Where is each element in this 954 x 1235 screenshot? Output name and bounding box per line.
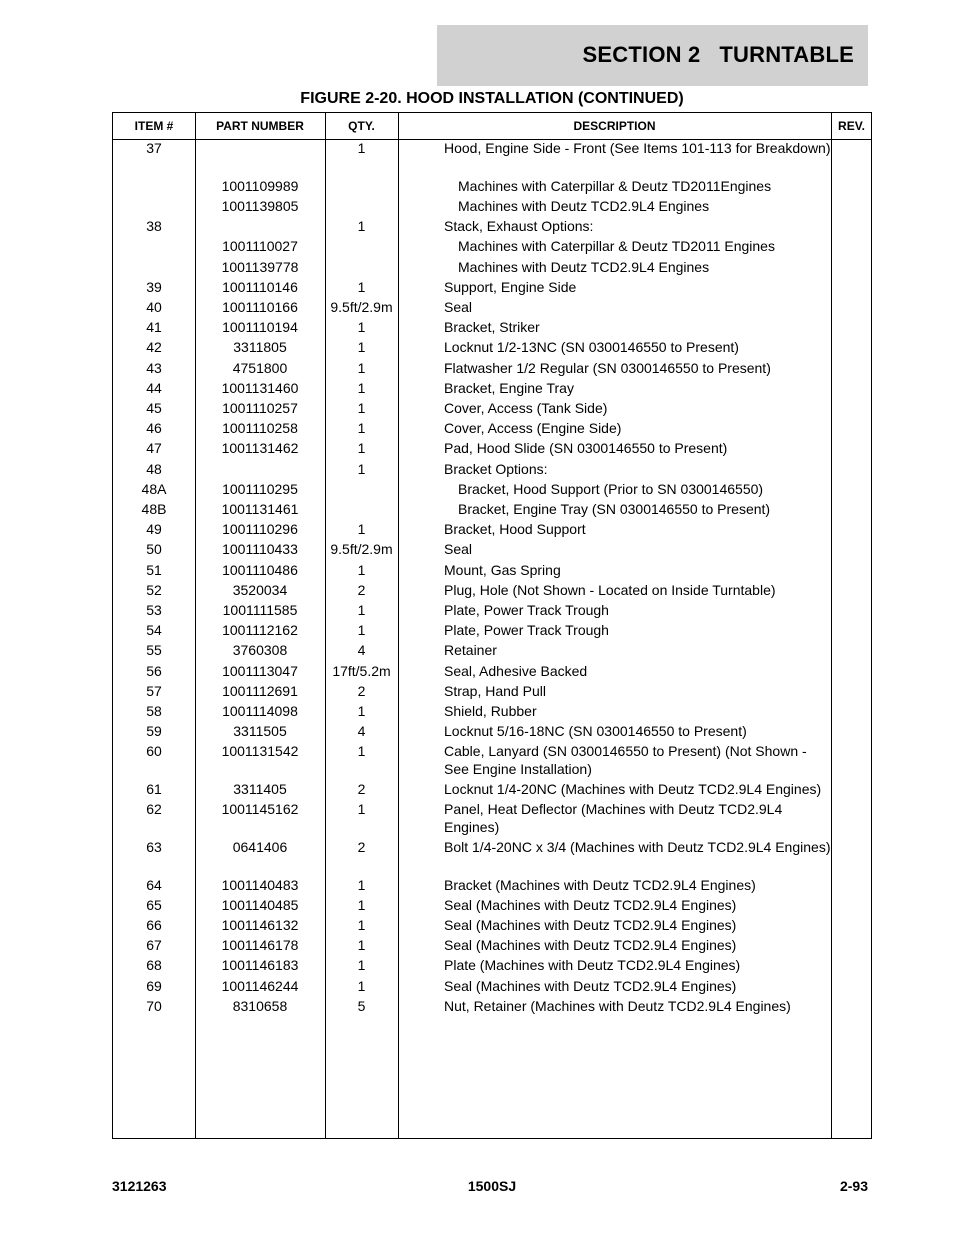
part-number-cell: 8310658 <box>232 997 288 1014</box>
section-title: SECTION 2 TURNTABLE <box>582 42 854 67</box>
description-cell: Cover, Access (Tank Side) <box>444 399 608 416</box>
part-number-cell: 3311405 <box>233 781 287 797</box>
part-number-cell: 1001110257 <box>222 399 298 416</box>
description-cell: Panel, Heat Deflector (Machines with Deutz TCD2.9L4 Engines) <box>444 801 783 835</box>
description-cell: Strap, Hand Pull <box>444 682 546 699</box>
qty-cell: 1 <box>357 561 366 578</box>
qty-cell: 1 <box>357 622 366 639</box>
description-cell: Bracket, Striker <box>444 319 540 336</box>
qty-cell: 1 <box>357 896 366 913</box>
part-number-cell: 1001110194 <box>222 319 298 336</box>
description-cell: Plate, Power Track Trough <box>444 601 609 618</box>
item-cell: 46 <box>146 420 162 437</box>
column-header-item: ITEM # <box>134 119 174 133</box>
item-cell: 48A <box>141 480 167 497</box>
part-number-cell: 1001146183 <box>221 957 299 974</box>
item-cell: 56 <box>146 662 162 679</box>
part-number-cell: 1001139778 <box>221 258 299 275</box>
description-cell: Machines with Deutz TCD2.9L4 Engines <box>458 197 710 214</box>
description-cell: Bolt 1/4-20NC x 3/4 (Machines with Deutz TCD2.9L4 Engines) <box>444 838 831 855</box>
column-header-rev: REV. <box>838 119 865 133</box>
description-cell: Retainer <box>444 642 497 659</box>
description-cell: Seal (Machines with Deutz TCD2.9L4 Engines) <box>444 977 737 994</box>
qty-cell: 1 <box>357 460 366 477</box>
description-cell: Plate (Machines with Deutz TCD2.9L4 Engines) <box>444 957 741 974</box>
qty-cell: 2 <box>357 581 366 598</box>
item-cell: 64 <box>146 876 162 893</box>
item-cell: 61 <box>146 781 162 797</box>
part-number-cell: 1001145162 <box>221 801 299 818</box>
item-cell: 47 <box>146 440 162 457</box>
item-cell: 43 <box>146 359 162 376</box>
qty-cell: 9.5ft/2.9m <box>330 298 393 315</box>
item-cell: 37 <box>146 140 162 156</box>
item-cell: 45 <box>146 399 162 416</box>
description-cell: Nut, Retainer (Machines with Deutz TCD2.9L4 Engines) <box>444 997 791 1014</box>
description-cell: Bracket, Hood Support <box>444 521 586 538</box>
item-cell: 51 <box>146 561 162 578</box>
part-number-cell: 1001110258 <box>222 420 298 437</box>
part-number-cell: 1001110166 <box>222 298 298 315</box>
qty-cell: 1 <box>357 218 366 235</box>
description-cell: Bracket, Engine Tray <box>444 379 574 396</box>
description-cell: Seal <box>444 541 473 558</box>
qty-cell: 4 <box>357 642 366 659</box>
item-cell: 63 <box>146 838 162 855</box>
column-divider <box>398 113 399 1138</box>
item-cell: 54 <box>146 622 162 639</box>
part-number-cell: 3760308 <box>232 642 288 659</box>
description-cell: Locknut 5/16-18NC (SN 0300146550 to Present) <box>444 723 747 740</box>
qty-cell: 1 <box>357 420 366 437</box>
part-number-cell: 1001110296 <box>222 521 298 538</box>
part-number-cell: 1001110295 <box>222 480 298 497</box>
figure-title: FIGURE 2-20. HOOD INSTALLATION (CONTINUED) <box>300 90 684 107</box>
part-number-cell: 1001131460 <box>221 379 299 396</box>
qty-cell: 1 <box>357 702 366 719</box>
item-cell: 58 <box>146 702 162 719</box>
item-cell: 60 <box>146 743 162 760</box>
part-number-cell: 1001131461 <box>221 500 299 517</box>
qty-cell: 5 <box>357 997 366 1014</box>
description-cell: Seal (Machines with Deutz TCD2.9L4 Engines) <box>444 917 737 933</box>
item-cell: 68 <box>146 957 162 974</box>
item-cell: 53 <box>146 601 162 618</box>
item-cell: 57 <box>146 682 162 699</box>
qty-cell: 1 <box>357 977 366 994</box>
qty-cell: 1 <box>357 140 366 156</box>
item-cell: 65 <box>146 896 162 913</box>
description-cell: Machines with Caterpillar & Deutz TD2011 Engines <box>458 238 775 255</box>
part-number-cell: 1001114098 <box>222 702 298 719</box>
column-header-part-number: PART NUMBER <box>216 119 304 133</box>
description-cell: Cable, Lanyard (SN 0300146550 to Present) (Not Shown - See Engine Installation) <box>444 743 807 777</box>
part-number-cell: 1001112691 <box>222 682 298 699</box>
qty-cell: 1 <box>357 440 366 457</box>
qty-cell: 1 <box>357 379 366 396</box>
part-number-cell: 1001146132 <box>221 917 299 933</box>
part-number-cell: 3520034 <box>232 581 288 598</box>
qty-cell: 1 <box>357 399 366 416</box>
part-number-cell: 1001110433 <box>222 541 298 558</box>
description-cell: Locknut 1/2-13NC (SN 0300146550 to Present) <box>444 339 739 356</box>
part-number-cell: 1001113047 <box>222 662 298 679</box>
part-number-cell: 3311505 <box>233 723 287 740</box>
qty-cell: 1 <box>357 937 366 954</box>
qty-cell: 1 <box>357 319 366 336</box>
part-number-cell: 3311805 <box>233 339 287 356</box>
description-cell: Machines with Deutz TCD2.9L4 Engines <box>458 258 710 275</box>
item-cell: 69 <box>146 977 162 994</box>
qty-cell: 9.5ft/2.9m <box>330 541 393 558</box>
item-cell: 55 <box>146 642 162 659</box>
item-cell: 70 <box>146 997 162 1014</box>
part-number-cell: 1001131542 <box>221 743 299 760</box>
item-cell: 66 <box>146 917 162 933</box>
qty-cell: 1 <box>357 801 366 818</box>
qty-cell: 1 <box>357 339 366 356</box>
description-cell: Shield, Rubber <box>444 702 537 719</box>
column-header-description: DESCRIPTION <box>573 119 656 133</box>
qty-cell: 1 <box>357 601 366 618</box>
description-cell: Bracket Options: <box>444 460 548 477</box>
part-number-cell: 1001110486 <box>222 561 298 578</box>
qty-cell: 1 <box>357 957 366 974</box>
part-number-cell: 0641406 <box>232 838 288 855</box>
part-number-cell: 4751800 <box>232 359 288 376</box>
description-cell: Seal (Machines with Deutz TCD2.9L4 Engines) <box>444 937 737 954</box>
qty-cell: 1 <box>357 359 366 376</box>
item-cell: 50 <box>146 541 162 558</box>
description-cell: Seal <box>444 298 473 315</box>
description-cell: Pad, Hood Slide (SN 0300146550 to Present) <box>444 440 728 457</box>
part-number-cell: 1001131462 <box>221 440 299 457</box>
description-cell: Support, Engine Side <box>444 278 577 295</box>
qty-cell: 1 <box>357 876 366 893</box>
description-cell: Seal, Adhesive Backed <box>444 662 588 679</box>
part-number-cell: 1001140485 <box>221 896 299 913</box>
qty-cell: 1 <box>357 917 366 933</box>
qty-cell: 2 <box>357 781 366 797</box>
description-cell: Bracket, Hood Support (Prior to SN 0300146550) <box>458 480 764 497</box>
qty-cell: 1 <box>357 743 366 760</box>
item-cell: 67 <box>146 937 162 954</box>
description-cell: Seal (Machines with Deutz TCD2.9L4 Engines) <box>444 896 737 913</box>
item-cell: 48B <box>141 500 167 517</box>
qty-cell: 2 <box>357 838 366 855</box>
description-cell: Plate, Power Track Trough <box>444 622 609 639</box>
item-cell: 62 <box>146 801 162 818</box>
description-cell: Plug, Hole (Not Shown - Located on Inside Turntable) <box>444 581 776 598</box>
part-number-cell: 1001110027 <box>222 238 298 255</box>
item-cell: 59 <box>146 723 162 740</box>
parts-table <box>112 112 872 1139</box>
part-number-cell: 1001146178 <box>221 937 299 954</box>
footer-doc-number: 3121263 <box>112 1178 167 1194</box>
description-cell: Stack, Exhaust Options: <box>444 218 594 235</box>
item-cell: 48 <box>146 460 162 477</box>
part-number-cell: 1001109989 <box>221 177 299 194</box>
footer-model: 1500SJ <box>467 1178 517 1194</box>
qty-cell: 1 <box>357 278 366 295</box>
item-cell: 38 <box>146 218 162 235</box>
footer-page-number: 2-93 <box>839 1178 868 1194</box>
description-cell: Flatwasher 1/2 Regular (SN 0300146550 to Present) <box>444 359 771 376</box>
part-number-cell: 1001110146 <box>222 278 298 295</box>
part-number-cell: 1001140483 <box>221 876 299 893</box>
description-cell: Cover, Access (Engine Side) <box>444 420 622 437</box>
item-cell: 39 <box>146 278 162 295</box>
description-cell: Mount, Gas Spring <box>444 561 561 578</box>
qty-cell: 4 <box>357 723 366 740</box>
item-cell: 42 <box>146 339 162 356</box>
part-number-cell: 1001111585 <box>222 601 298 618</box>
item-cell: 44 <box>146 379 162 396</box>
part-number-cell: 1001146244 <box>221 977 299 994</box>
qty-cell: 2 <box>357 682 366 699</box>
item-cell: 41 <box>146 319 162 336</box>
description-cell: Bracket, Engine Tray (SN 0300146550 to Present) <box>458 500 771 517</box>
item-cell: 40 <box>146 298 162 315</box>
qty-cell: 1 <box>357 521 366 538</box>
description-cell: Locknut 1/4-20NC (Machines with Deutz TCD2.9L4 Engines) <box>444 781 822 797</box>
part-number-cell: 1001112162 <box>222 622 298 639</box>
description-cell: Bracket (Machines with Deutz TCD2.9L4 Engines) <box>444 876 756 893</box>
item-cell: 49 <box>146 521 162 538</box>
qty-cell: 17ft/5.2m <box>332 662 391 679</box>
section-header <box>437 25 868 86</box>
item-cell: 52 <box>146 581 162 598</box>
description-cell: Machines with Caterpillar & Deutz TD2011Engines <box>458 177 772 194</box>
part-number-cell: 1001139805 <box>221 197 299 214</box>
column-header-qty: QTY. <box>348 119 375 133</box>
description-cell: Hood, Engine Side - Front (See Items 101-113 for Breakdown) <box>444 140 831 156</box>
